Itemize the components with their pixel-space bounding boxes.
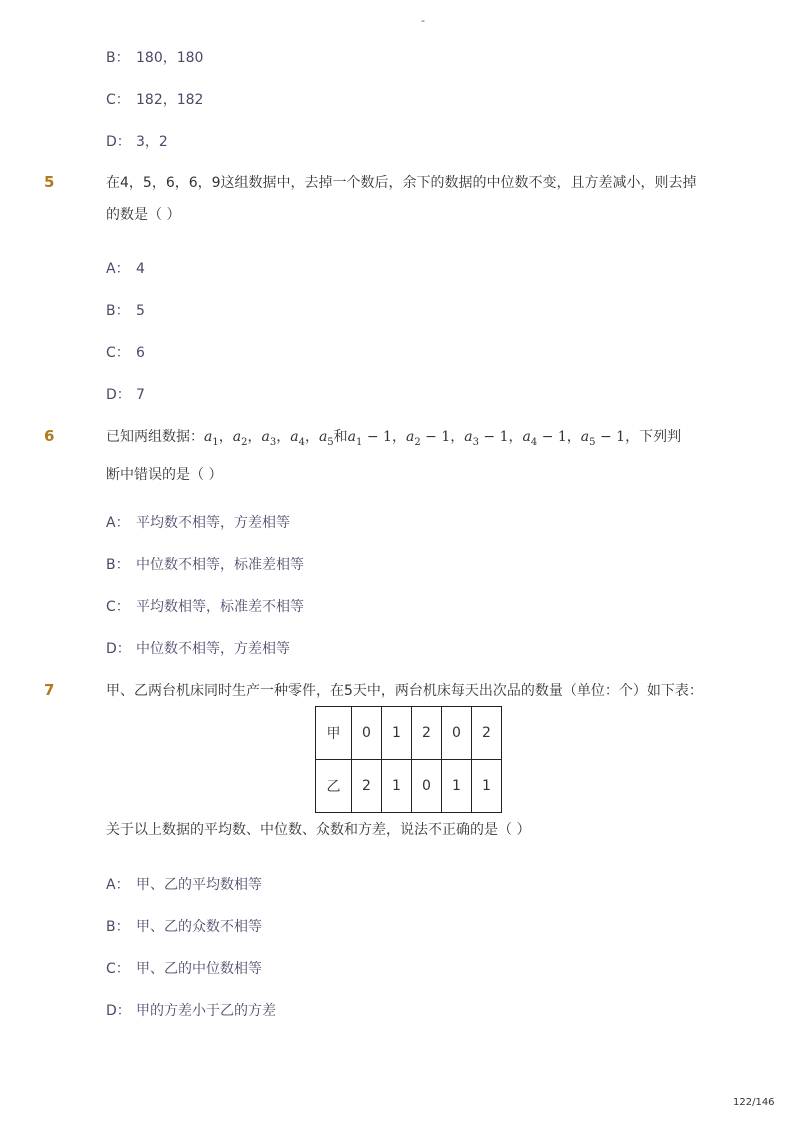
option-letter: A： bbox=[106, 261, 130, 277]
question-text-line bbox=[106, 421, 716, 459]
math-term: $a_4 - 1$ bbox=[522, 429, 567, 448]
option-text: 中位数不相等，方差相等 bbox=[136, 641, 290, 657]
q4-option-d[interactable] bbox=[106, 131, 168, 151]
option-text: 3，2 bbox=[136, 134, 168, 150]
question-intro: 已知两组数据： bbox=[106, 429, 204, 445]
math-term: $a_3 - 1$ bbox=[464, 429, 509, 448]
table-cell: 0 bbox=[442, 707, 472, 760]
option-text: 5 bbox=[136, 303, 145, 319]
q6-option-a[interactable] bbox=[106, 512, 290, 532]
math-term: $a_4$ bbox=[290, 429, 305, 448]
question-text: 甲、乙两台机床同时生产一种零件，在5天中，两台机床每天出次品的数量（单位：个）如下表： bbox=[106, 683, 703, 699]
option-letter: A： bbox=[106, 877, 130, 893]
table-cell: 甲 bbox=[316, 707, 352, 760]
q5-option-c[interactable] bbox=[106, 342, 145, 362]
option-text: 甲、乙的平均数相等 bbox=[136, 877, 262, 893]
table-cell: 1 bbox=[472, 760, 502, 813]
math-term: $a_2 - 1$ bbox=[405, 429, 451, 448]
question-number: 7 bbox=[44, 681, 55, 699]
q5-option-b[interactable] bbox=[106, 300, 145, 320]
math-term: $a_5 - 1$ bbox=[580, 429, 626, 448]
q5-option-a[interactable] bbox=[106, 258, 145, 278]
option-letter: D： bbox=[106, 641, 131, 657]
option-text: 甲、乙的众数不相等 bbox=[136, 919, 262, 935]
table-cell: 1 bbox=[382, 707, 412, 760]
q4-option-b[interactable] bbox=[106, 47, 203, 67]
separator: ， bbox=[304, 429, 319, 445]
option-text: 平均数相等，标准差不相等 bbox=[136, 599, 304, 615]
option-text: 平均数不相等，方差相等 bbox=[136, 515, 290, 531]
table-row bbox=[316, 760, 502, 813]
defect-table bbox=[315, 706, 502, 813]
separator: ， bbox=[276, 429, 291, 445]
separator: ， bbox=[508, 429, 523, 445]
option-text: 甲的方差小于乙的方差 bbox=[136, 1003, 276, 1019]
header-mark: - bbox=[421, 14, 425, 27]
table-cell: 0 bbox=[412, 760, 442, 813]
separator: ， bbox=[566, 429, 581, 445]
q7-option-b[interactable] bbox=[106, 916, 262, 936]
q5-option-d[interactable] bbox=[106, 384, 145, 404]
option-text: 4 bbox=[136, 261, 145, 277]
option-letter: C： bbox=[106, 599, 130, 615]
option-letter: C： bbox=[106, 92, 130, 108]
question-number: 5 bbox=[44, 173, 55, 191]
option-letter: C： bbox=[106, 345, 130, 361]
option-letter: B： bbox=[106, 50, 130, 66]
option-letter: B： bbox=[106, 919, 130, 935]
option-letter: D： bbox=[106, 134, 131, 150]
separator: ， bbox=[450, 429, 465, 445]
option-letter: B： bbox=[106, 557, 130, 573]
page-number: 122/146 bbox=[733, 1097, 775, 1108]
q6-option-b[interactable] bbox=[106, 554, 304, 574]
math-term: $a_1 - 1$ bbox=[347, 429, 392, 448]
option-letter: D： bbox=[106, 387, 131, 403]
question-text-line: 断中错误的是（ ） bbox=[106, 466, 223, 483]
math-term: $a_2$ bbox=[232, 429, 248, 448]
math-term: $a_5$ bbox=[318, 429, 334, 448]
math-term: $a_3$ bbox=[261, 429, 277, 448]
question-text bbox=[106, 167, 716, 231]
question-text-line: 的数是（ ） bbox=[106, 207, 181, 223]
option-text: 7 bbox=[136, 387, 145, 403]
option-letter: D： bbox=[106, 1003, 131, 1019]
table-cell: 乙 bbox=[316, 760, 352, 813]
table-cell: 1 bbox=[442, 760, 472, 813]
question-text-line: 在4，5，6，6，9这组数据中，去掉一个数后，余下的数据的中位数不变，且方差减小，则去掉 bbox=[106, 175, 697, 191]
table-cell: 2 bbox=[412, 707, 442, 760]
option-text: 180，180 bbox=[136, 50, 204, 66]
table-cell: 1 bbox=[382, 760, 412, 813]
q6-option-d[interactable] bbox=[106, 638, 290, 658]
question-tail: ，下列判 bbox=[625, 429, 682, 445]
option-letter: A： bbox=[106, 515, 130, 531]
option-text: 甲、乙的中位数相等 bbox=[136, 961, 262, 977]
connector: 和 bbox=[333, 429, 348, 445]
separator: ， bbox=[247, 429, 262, 445]
table-row bbox=[316, 707, 502, 760]
question-number: 6 bbox=[44, 427, 55, 445]
q6-option-c[interactable] bbox=[106, 596, 304, 616]
separator: ， bbox=[391, 429, 406, 445]
q7-option-c[interactable] bbox=[106, 958, 262, 978]
question-prompt: 关于以上数据的平均数、中位数、众数和方差，说法不正确的是（ ） bbox=[106, 822, 531, 838]
table-cell: 0 bbox=[352, 707, 382, 760]
table-cell: 2 bbox=[352, 760, 382, 813]
option-text: 182，182 bbox=[136, 92, 204, 108]
q7-option-d[interactable] bbox=[106, 1000, 276, 1020]
option-letter: C： bbox=[106, 961, 130, 977]
math-term: $a_1$ bbox=[204, 429, 219, 448]
option-letter: B： bbox=[106, 303, 130, 319]
q7-option-a[interactable] bbox=[106, 874, 262, 894]
separator: ， bbox=[218, 429, 233, 445]
q4-option-c[interactable] bbox=[106, 89, 203, 109]
option-text: 6 bbox=[136, 345, 145, 361]
option-text: 中位数不相等，标准差相等 bbox=[136, 557, 304, 573]
table-cell: 2 bbox=[472, 707, 502, 760]
question-text bbox=[106, 421, 716, 491]
